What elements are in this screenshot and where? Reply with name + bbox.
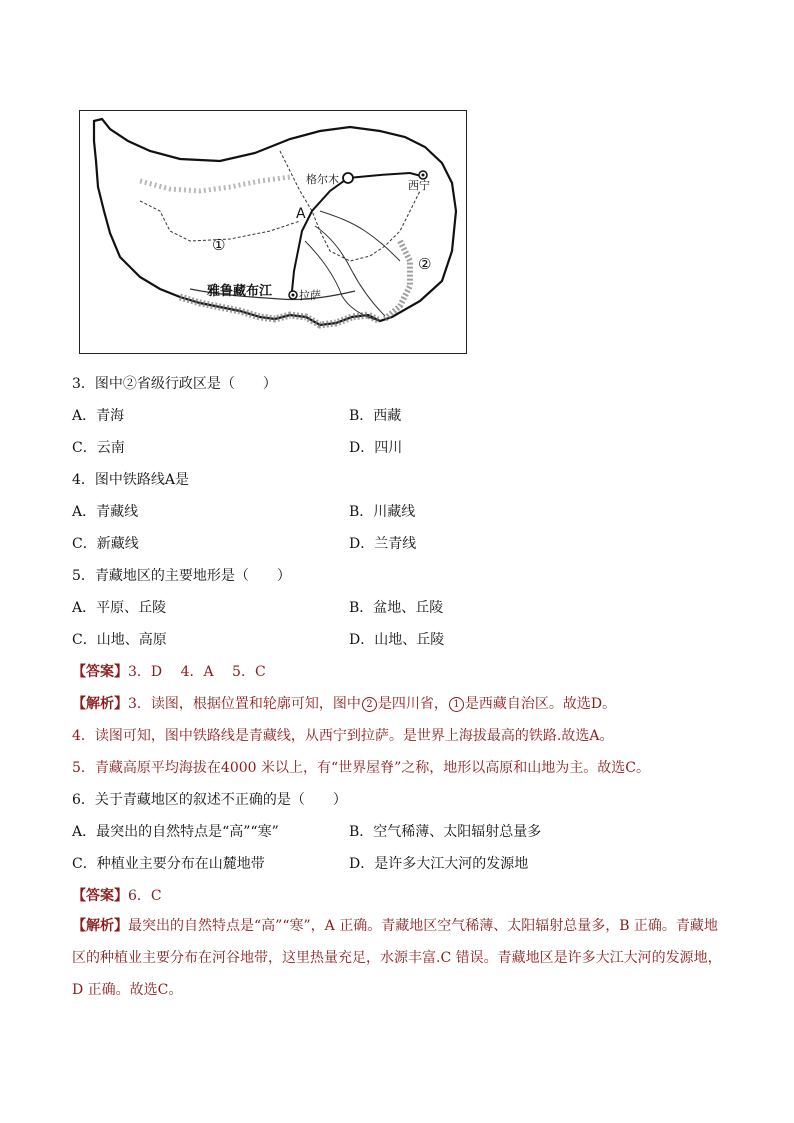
q6-option-a[interactable]: A．最突出的自然特点是“高”“寒” (72, 824, 279, 840)
q5-option-d[interactable]: D．山地、丘陵 (349, 632, 445, 648)
explanation-3-text-c: 是西藏自治区。故选D。 (464, 696, 617, 712)
label-xining: 西宁 (408, 179, 430, 192)
explanation-tag: 【解析】 (72, 696, 128, 712)
question-4-stem: 4．图中铁路线A是 (72, 472, 190, 488)
question-3-stem: 3．图中②省级行政区是（ ） (72, 376, 277, 392)
region-outline (94, 119, 456, 325)
answer-6 (72, 886, 162, 906)
province-border-west (140, 201, 300, 241)
answer-tag: 【答案】 (72, 664, 128, 680)
geermu-marker (343, 173, 353, 183)
answer-tag: 【答案】 (72, 888, 128, 904)
explanation-3 (72, 694, 616, 714)
river-middle (315, 226, 385, 316)
q5-option-a[interactable]: A．平原、丘陵 (72, 600, 167, 616)
label-region-1: ① (212, 236, 226, 254)
explanation-tag: 【解析】 (72, 918, 128, 934)
q4-option-a[interactable]: A．青藏线 (72, 504, 139, 520)
answer-text: 3．D 4．A 5．C (128, 664, 266, 680)
answer-text: 6．C (128, 888, 162, 904)
question-5-stem: 5．青藏地区的主要地形是（ ） (72, 568, 291, 584)
explanation-5: 5．青藏高原平均海拔在4000 米以上，有“世界屋脊”之称，地形以高原和山地为主。故选C。 (72, 760, 651, 776)
circled-1: 1 (449, 697, 464, 712)
map-figure (79, 110, 467, 354)
q3-option-a[interactable]: A．青海 (72, 408, 125, 424)
label-geermu: 格尔木 (306, 173, 339, 186)
q4-option-b[interactable]: B．川藏线 (349, 504, 416, 520)
northern-mountains (140, 177, 290, 191)
southern-mountains (180, 297, 380, 325)
q4-option-d[interactable]: D．兰青线 (349, 536, 417, 552)
q3-option-d[interactable]: D．四川 (349, 440, 403, 456)
explanation-3-text-a: 3．读图，根据位置和轮廓可知，图中 (128, 696, 361, 712)
q3-option-b[interactable]: B．西藏 (349, 408, 402, 424)
label-region-2: ② (418, 255, 432, 273)
q6-option-b[interactable]: B．空气稀薄、太阳辐射总量多 (349, 824, 542, 840)
label-lhasa: 拉萨 (299, 289, 321, 302)
railway-line-a (292, 178, 348, 291)
circled-2: 2 (362, 697, 377, 712)
eastern-mountains (385, 241, 410, 319)
qinghai-tibet-map (80, 111, 465, 352)
q4-option-c[interactable]: C．新藏线 (72, 536, 139, 552)
river-upper (320, 211, 400, 261)
explanation-6 (72, 910, 724, 1006)
explanation-6-text: 最突出的自然特点是“高”“寒”，A 正确。青藏地区空气稀薄、太阳辐射总量多，B 正确。青藏地区的种植业主要分布在河谷地带，这里热量充足，水源丰富.C 错误。青藏地区是许多大江大河的发源地，D 正确。故选C。 (72, 918, 722, 998)
explanation-4: 4．读图可知，图中铁路线是青藏线，从西宁到拉萨。是世界上海拔最高的铁路.故选A。 (72, 728, 614, 744)
explanation-3-text-b: 是四川省， (377, 696, 448, 712)
label-railway-a: A (296, 206, 306, 222)
answer-3-5 (72, 662, 266, 682)
railway-xining (348, 173, 425, 178)
river-lower (305, 241, 380, 321)
label-river: 雅鲁藏布江 (207, 284, 273, 299)
q6-option-c[interactable]: C．种植业主要分布在山麓地带 (72, 856, 265, 872)
q3-option-c[interactable]: C．云南 (72, 440, 125, 456)
question-6-stem: 6．关于青藏地区的叙述不正确的是（ ） (72, 792, 347, 808)
q5-option-c[interactable]: C．山地、高原 (72, 632, 167, 648)
q5-option-b[interactable]: B．盆地、丘陵 (349, 600, 444, 616)
q6-option-d[interactable]: D．是许多大江大河的发源地 (349, 856, 529, 872)
